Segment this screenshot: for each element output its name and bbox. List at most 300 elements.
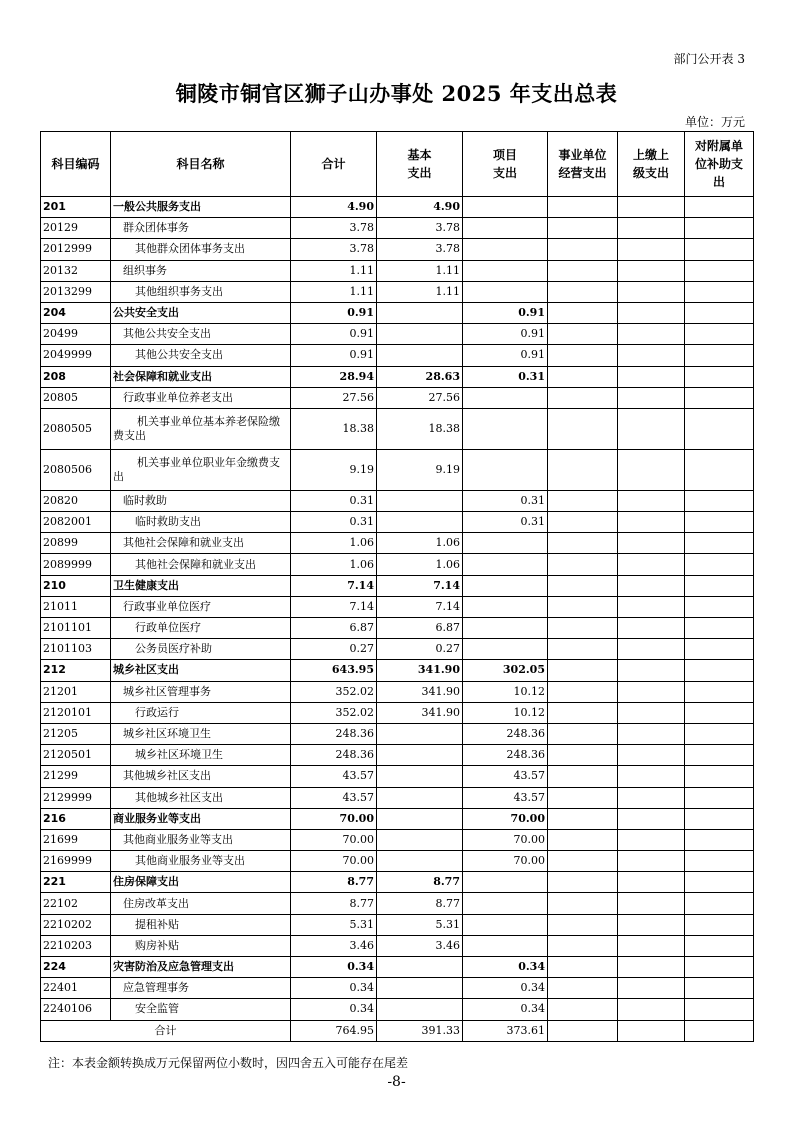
basic-cell: 18.38 (377, 408, 463, 449)
table-row (41, 239, 754, 260)
table-row (41, 660, 754, 681)
superior-cell (618, 408, 685, 449)
code-cell: 20820 (41, 490, 111, 511)
total-cell: 8.77 (291, 872, 377, 893)
name-cell: 城乡社区支出 (111, 660, 291, 681)
code-cell: 22102 (41, 893, 111, 914)
project-cell: 70.00 (463, 808, 548, 829)
basic-cell (377, 302, 463, 323)
name-cell: 其他组织事务支出 (111, 281, 291, 302)
header-code: 科目编码 (41, 132, 111, 197)
total-cell: 1.11 (291, 260, 377, 281)
header-name: 科目名称 (111, 132, 291, 197)
basic-cell (377, 324, 463, 345)
business-cell (548, 618, 618, 639)
project-cell (463, 449, 548, 490)
table-row (41, 533, 754, 554)
total-cell: 70.00 (291, 808, 377, 829)
project-cell: 0.91 (463, 302, 548, 323)
table-row (41, 575, 754, 596)
subsidy-cell (685, 766, 754, 787)
table-row (41, 387, 754, 408)
table-row (41, 512, 754, 533)
subsidy-cell (685, 639, 754, 660)
business-cell (548, 787, 618, 808)
subsidy-cell (685, 260, 754, 281)
basic-cell (377, 829, 463, 850)
subsidy-cell (685, 239, 754, 260)
name-cell: 其他城乡社区支出 (111, 787, 291, 808)
basic-cell: 1.06 (377, 533, 463, 554)
subsidy-cell (685, 787, 754, 808)
basic-cell: 1.11 (377, 260, 463, 281)
superior-cell (618, 935, 685, 956)
total-cell: 7.14 (291, 596, 377, 617)
name-cell: 其他商业服务业等支出 (111, 851, 291, 872)
table-row (41, 872, 754, 893)
project-cell: 0.31 (463, 490, 548, 511)
superior-cell (618, 702, 685, 723)
business-cell (548, 239, 618, 260)
table-header-row (41, 132, 754, 197)
subsidy-cell (685, 512, 754, 533)
code-cell: 20129 (41, 218, 111, 239)
name-cell: 卫生健康支出 (111, 575, 291, 596)
superior-cell (618, 554, 685, 575)
table-row (41, 281, 754, 302)
superior-cell (618, 893, 685, 914)
table-row (41, 681, 754, 702)
subsidy-cell (685, 702, 754, 723)
total-cell: 9.19 (291, 449, 377, 490)
table-row (41, 197, 754, 218)
superior-cell (618, 999, 685, 1020)
business-cell (548, 766, 618, 787)
subsidy-cell (685, 745, 754, 766)
project-cell: 0.31 (463, 512, 548, 533)
basic-cell: 27.56 (377, 387, 463, 408)
business-cell (548, 808, 618, 829)
basic-cell: 4.90 (377, 197, 463, 218)
business-cell (548, 302, 618, 323)
name-cell: 其他城乡社区支出 (111, 766, 291, 787)
total-cell: 8.77 (291, 893, 377, 914)
superior-cell (618, 745, 685, 766)
total-cell: 7.14 (291, 575, 377, 596)
basic-cell (377, 345, 463, 366)
superior-cell (618, 281, 685, 302)
subsidy-cell (685, 935, 754, 956)
header-business: 事业单位 经营支出 (548, 132, 618, 197)
project-cell: 0.91 (463, 345, 548, 366)
code-cell: 210 (41, 575, 111, 596)
business-cell (548, 893, 618, 914)
total-cell: 0.91 (291, 324, 377, 345)
basic-cell (377, 808, 463, 829)
code-cell: 21201 (41, 681, 111, 702)
header-total: 合计 (291, 132, 377, 197)
business-cell (548, 935, 618, 956)
code-cell: 2080506 (41, 449, 111, 490)
code-cell: 2012999 (41, 239, 111, 260)
name-cell: 城乡社区环境卫生 (111, 745, 291, 766)
project-cell: 43.57 (463, 766, 548, 787)
table-row (41, 324, 754, 345)
project-cell: 0.91 (463, 324, 548, 345)
code-cell: 2101101 (41, 618, 111, 639)
name-cell: 组织事务 (111, 260, 291, 281)
business-cell (548, 281, 618, 302)
name-cell: 临时救助支出 (111, 512, 291, 533)
name-cell: 购房补贴 (111, 935, 291, 956)
subsidy-cell (685, 533, 754, 554)
total-cell: 0.91 (291, 302, 377, 323)
name-cell: 住房改革支出 (111, 893, 291, 914)
table-row (41, 999, 754, 1020)
page-title: 铜陵市铜官区狮子山办事处 2025 年支出总表 (175, 81, 618, 106)
basic-cell: 341.90 (377, 702, 463, 723)
subsidy-cell (685, 723, 754, 744)
name-cell: 住房保障支出 (111, 872, 291, 893)
name-cell: 应急管理事务 (111, 978, 291, 999)
table-row (41, 723, 754, 744)
subsidy-cell (685, 449, 754, 490)
basic-cell: 28.63 (377, 366, 463, 387)
business-cell (548, 639, 618, 660)
name-cell: 其他公共安全支出 (111, 345, 291, 366)
table-row (41, 449, 754, 490)
table-row (41, 935, 754, 956)
code-cell: 20132 (41, 260, 111, 281)
table-row (41, 702, 754, 723)
code-cell: 2013299 (41, 281, 111, 302)
table-row (41, 618, 754, 639)
superior-cell (618, 978, 685, 999)
table-row (41, 218, 754, 239)
project-cell: 302.05 (463, 660, 548, 681)
superior-cell (618, 957, 685, 978)
basic-cell (377, 723, 463, 744)
expenditure-table (40, 131, 754, 1042)
total-cell: 0.27 (291, 639, 377, 660)
total-cell: 27.56 (291, 387, 377, 408)
table-row (41, 366, 754, 387)
total-cell: 1.06 (291, 533, 377, 554)
project-cell (463, 260, 548, 281)
business-cell (548, 197, 618, 218)
business-cell (548, 554, 618, 575)
code-cell: 208 (41, 366, 111, 387)
code-cell: 221 (41, 872, 111, 893)
superior-cell (618, 829, 685, 850)
name-cell: 社会保障和就业支出 (111, 366, 291, 387)
code-cell: 22401 (41, 978, 111, 999)
basic-cell (377, 787, 463, 808)
superior-cell (618, 808, 685, 829)
subsidy-cell (685, 302, 754, 323)
subsidy-cell (685, 618, 754, 639)
superior-cell (618, 787, 685, 808)
name-cell: 公共安全支出 (111, 302, 291, 323)
basic-cell: 5.31 (377, 914, 463, 935)
header-superior: 上缴上 级支出 (618, 132, 685, 197)
subsidy-cell (685, 218, 754, 239)
total-business (548, 1020, 618, 1041)
total-cell: 28.94 (291, 366, 377, 387)
basic-cell: 1.06 (377, 554, 463, 575)
business-cell (548, 260, 618, 281)
header-project: 项目 支出 (463, 132, 548, 197)
project-cell: 10.12 (463, 702, 548, 723)
name-cell: 临时救助 (111, 490, 291, 511)
business-cell (548, 490, 618, 511)
project-cell (463, 596, 548, 617)
unit-label: 单位：万元 (684, 115, 745, 129)
total-cell: 0.34 (291, 999, 377, 1020)
basic-cell: 3.46 (377, 935, 463, 956)
code-cell: 2049999 (41, 345, 111, 366)
basic-cell (377, 851, 463, 872)
superior-cell (618, 766, 685, 787)
basic-cell: 8.77 (377, 893, 463, 914)
superior-cell (618, 639, 685, 660)
project-cell (463, 554, 548, 575)
project-cell: 0.34 (463, 999, 548, 1020)
name-cell: 城乡社区管理事务 (111, 681, 291, 702)
subsidy-cell (685, 324, 754, 345)
project-cell (463, 387, 548, 408)
code-cell: 21011 (41, 596, 111, 617)
total-cell: 3.46 (291, 935, 377, 956)
total-cell: 70.00 (291, 829, 377, 850)
project-cell (463, 197, 548, 218)
code-cell: 201 (41, 197, 111, 218)
business-cell (548, 324, 618, 345)
superior-cell (618, 345, 685, 366)
business-cell (548, 745, 618, 766)
name-cell: 其他社会保障和就业支出 (111, 533, 291, 554)
code-cell: 2080505 (41, 408, 111, 449)
business-cell (548, 872, 618, 893)
project-cell (463, 281, 548, 302)
table-row (41, 893, 754, 914)
basic-cell: 341.90 (377, 660, 463, 681)
total-cell: 248.36 (291, 723, 377, 744)
basic-cell: 1.11 (377, 281, 463, 302)
total-cell: 18.38 (291, 408, 377, 449)
superior-cell (618, 618, 685, 639)
business-cell (548, 366, 618, 387)
total-subsidy (685, 1020, 754, 1041)
name-cell: 安全监管 (111, 999, 291, 1020)
header-subsidy: 对附属单 位补助支 出 (685, 132, 754, 197)
table-row (41, 345, 754, 366)
table-row (41, 490, 754, 511)
project-cell: 43.57 (463, 787, 548, 808)
superior-cell (618, 302, 685, 323)
project-cell: 70.00 (463, 851, 548, 872)
code-cell: 2120501 (41, 745, 111, 766)
project-cell (463, 239, 548, 260)
basic-cell (377, 957, 463, 978)
superior-cell (618, 914, 685, 935)
basic-cell: 7.14 (377, 596, 463, 617)
total-cell: 43.57 (291, 766, 377, 787)
superior-cell (618, 239, 685, 260)
name-cell: 灾害防治及应急管理支出 (111, 957, 291, 978)
code-cell: 2120101 (41, 702, 111, 723)
subsidy-cell (685, 490, 754, 511)
code-cell: 20805 (41, 387, 111, 408)
project-cell (463, 935, 548, 956)
basic-cell: 9.19 (377, 449, 463, 490)
superior-cell (618, 490, 685, 511)
total-cell: 352.02 (291, 702, 377, 723)
basic-cell (377, 490, 463, 511)
project-cell: 0.34 (463, 957, 548, 978)
total-cell: 0.31 (291, 490, 377, 511)
table-row (41, 808, 754, 829)
name-cell: 其他社会保障和就业支出 (111, 554, 291, 575)
name-cell: 其他群众团体事务支出 (111, 239, 291, 260)
business-cell (548, 723, 618, 744)
subsidy-cell (685, 408, 754, 449)
superior-cell (618, 533, 685, 554)
total-cell: 43.57 (291, 787, 377, 808)
name-cell: 一般公共服务支出 (111, 197, 291, 218)
business-cell (548, 702, 618, 723)
project-cell (463, 408, 548, 449)
basic-cell: 0.27 (377, 639, 463, 660)
subsidy-cell (685, 366, 754, 387)
subsidy-cell (685, 596, 754, 617)
total-label: 合计 (41, 1020, 291, 1041)
superior-cell (618, 324, 685, 345)
table-body (41, 197, 754, 1021)
basic-cell: 8.77 (377, 872, 463, 893)
table-row (41, 829, 754, 850)
table-row (41, 787, 754, 808)
total-cell: 3.78 (291, 239, 377, 260)
superior-cell (618, 218, 685, 239)
code-cell: 2210203 (41, 935, 111, 956)
superior-cell (618, 723, 685, 744)
total-cell: 0.34 (291, 978, 377, 999)
business-cell (548, 512, 618, 533)
code-cell: 2082001 (41, 512, 111, 533)
project-cell (463, 575, 548, 596)
superior-cell (618, 449, 685, 490)
total-cell: 6.87 (291, 618, 377, 639)
code-cell: 21205 (41, 723, 111, 744)
code-cell: 2101103 (41, 639, 111, 660)
business-cell (548, 851, 618, 872)
name-cell: 提租补贴 (111, 914, 291, 935)
project-cell (463, 872, 548, 893)
code-cell: 21299 (41, 766, 111, 787)
total-basic: 391.33 (377, 1020, 463, 1041)
superior-cell (618, 512, 685, 533)
total-cell: 248.36 (291, 745, 377, 766)
total-cell: 70.00 (291, 851, 377, 872)
code-cell: 2210202 (41, 914, 111, 935)
total-cell: 1.11 (291, 281, 377, 302)
total-cell: 4.90 (291, 197, 377, 218)
name-cell: 其他公共安全支出 (111, 324, 291, 345)
code-cell: 2089999 (41, 554, 111, 575)
table-row (41, 957, 754, 978)
basic-cell (377, 978, 463, 999)
table-row (41, 745, 754, 766)
basic-cell: 7.14 (377, 575, 463, 596)
total-cell: 0.34 (291, 957, 377, 978)
name-cell: 城乡社区环境卫生 (111, 723, 291, 744)
table-row (41, 766, 754, 787)
table-row (41, 596, 754, 617)
subsidy-cell (685, 999, 754, 1020)
table-row (41, 978, 754, 999)
code-cell: 20899 (41, 533, 111, 554)
table-row (41, 302, 754, 323)
total-cell: 0.91 (291, 345, 377, 366)
name-cell: 行政事业单位养老支出 (111, 387, 291, 408)
total-cell: 643.95 (291, 660, 377, 681)
total-row (41, 1020, 754, 1041)
page-number: -8- (387, 1074, 406, 1090)
business-cell (548, 978, 618, 999)
total-cell: 3.78 (291, 218, 377, 239)
project-cell (463, 618, 548, 639)
subsidy-cell (685, 575, 754, 596)
total-cell: 1.06 (291, 554, 377, 575)
superior-cell (618, 681, 685, 702)
superior-cell (618, 660, 685, 681)
code-cell: 20499 (41, 324, 111, 345)
name-cell: 行政运行 (111, 702, 291, 723)
subsidy-cell (685, 660, 754, 681)
project-cell: 10.12 (463, 681, 548, 702)
business-cell (548, 575, 618, 596)
page-label: 部门公开表 3 (673, 52, 745, 66)
code-cell: 2169999 (41, 851, 111, 872)
name-cell: 行政单位医疗 (111, 618, 291, 639)
code-cell: 204 (41, 302, 111, 323)
basic-cell: 341.90 (377, 681, 463, 702)
name-cell: 行政事业单位医疗 (111, 596, 291, 617)
business-cell (548, 596, 618, 617)
code-cell: 212 (41, 660, 111, 681)
footnote: 注：本表金额转换成万元保留两位小数时，因四舍五入可能存在尾差 (48, 1056, 409, 1070)
subsidy-cell (685, 872, 754, 893)
code-cell: 216 (41, 808, 111, 829)
superior-cell (618, 851, 685, 872)
subsidy-cell (685, 197, 754, 218)
superior-cell (618, 387, 685, 408)
business-cell (548, 449, 618, 490)
name-cell: 公务员医疗补助 (111, 639, 291, 660)
name-cell: 机关事业单位基本养老保险缴费支出 (111, 408, 291, 449)
business-cell (548, 914, 618, 935)
header-basic: 基本 支出 (377, 132, 463, 197)
total-cell: 0.31 (291, 512, 377, 533)
code-cell: 21699 (41, 829, 111, 850)
business-cell (548, 345, 618, 366)
subsidy-cell (685, 345, 754, 366)
total-project: 373.61 (463, 1020, 548, 1041)
name-cell: 机关事业单位职业年金缴费支出 (111, 449, 291, 490)
code-cell: 224 (41, 957, 111, 978)
code-cell: 2129999 (41, 787, 111, 808)
